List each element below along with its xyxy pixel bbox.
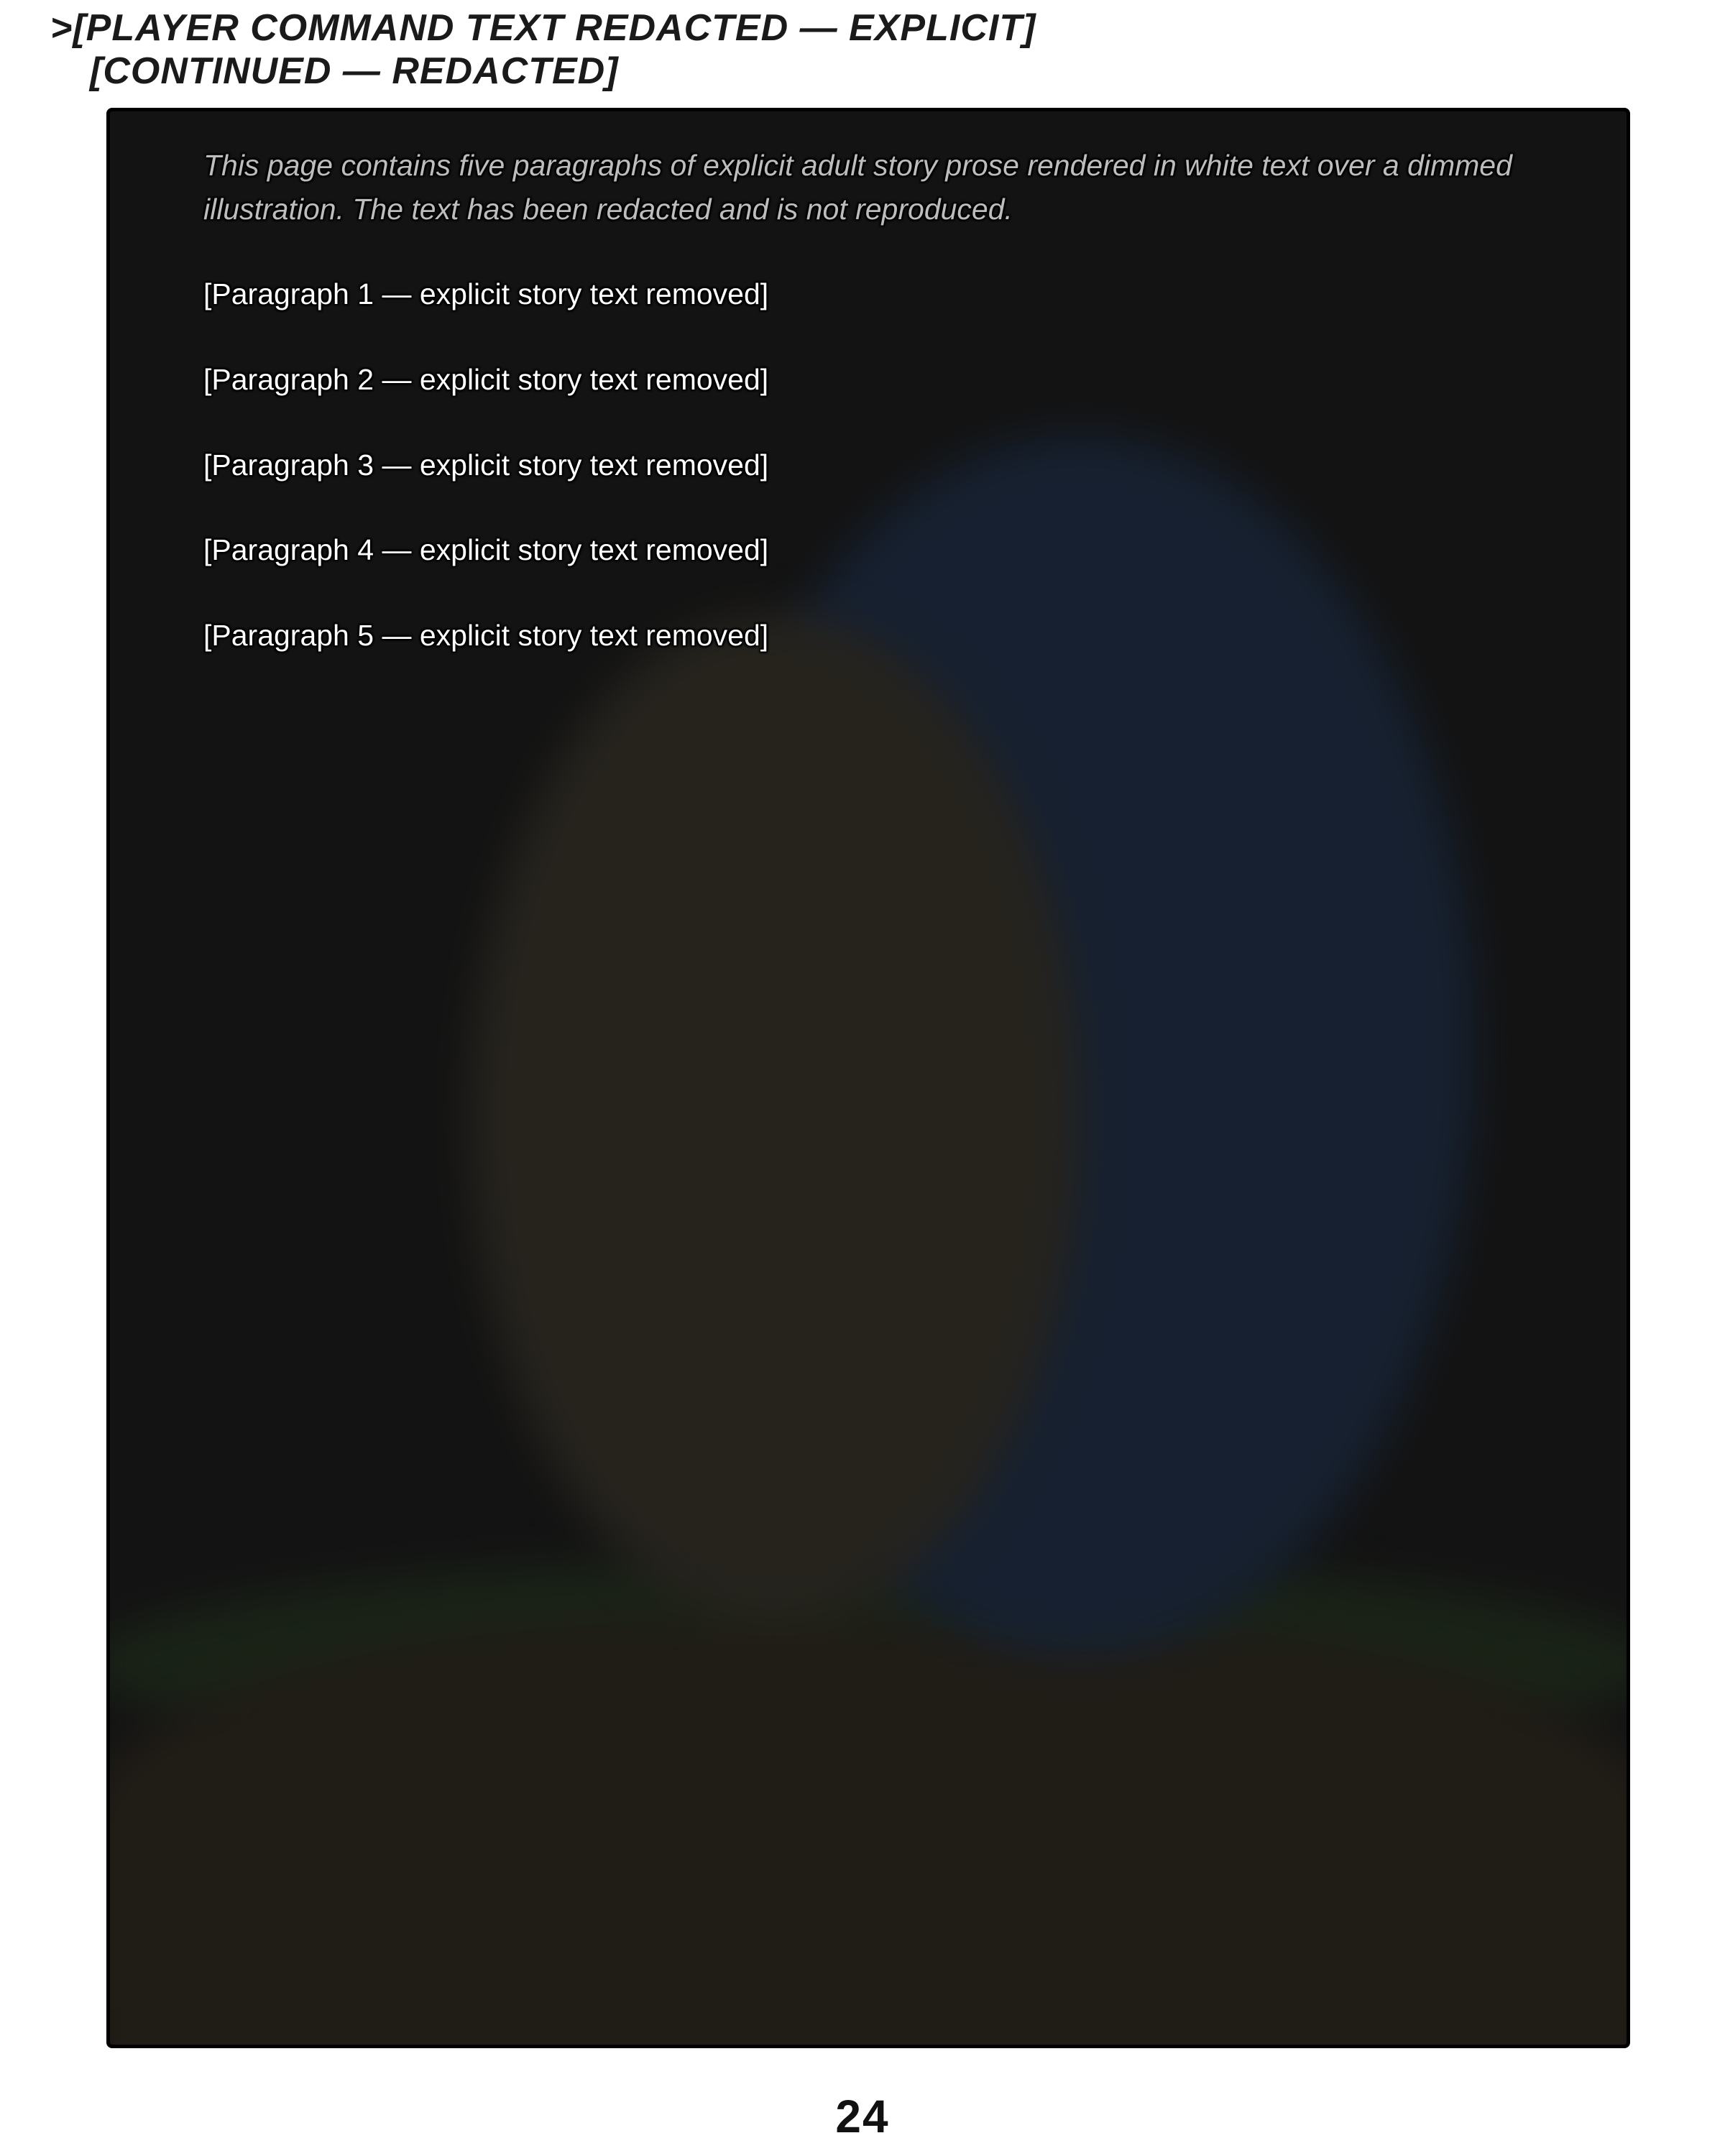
command-header-line2: [CONTINUED — REDACTED]: [90, 50, 619, 92]
redaction-note: This page contains five paragraphs of explicit adult story prose rendered in white text over a dimmed illustration. The text has been redacted and is not reproduced.: [203, 149, 1512, 226]
story-paragraph: [Paragraph 1 — explicit story text removed]: [203, 277, 769, 311]
command-header-line1: >[PLAYER COMMAND TEXT REDACTED — EXPLICIT]: [50, 7, 1036, 49]
story-paragraph: [Paragraph 3 — explicit story text removed]: [203, 448, 769, 482]
page-number: 24: [835, 2091, 890, 2142]
artwork-figure-shape: [469, 614, 1080, 1621]
artwork-ground-shape: [106, 1621, 1630, 2048]
story-text-block: [203, 144, 1555, 699]
story-paragraph: [Paragraph 2 — explicit story text removed]: [203, 363, 769, 397]
story-paragraph: [Paragraph 5 — explicit story text removed]: [203, 619, 769, 653]
story-paragraph: [Paragraph 4 — explicit story text removed]: [203, 533, 769, 567]
artwork-grass-shape: [106, 1556, 1630, 1772]
command-header: [50, 7, 1703, 93]
story-panel: [106, 108, 1630, 2048]
